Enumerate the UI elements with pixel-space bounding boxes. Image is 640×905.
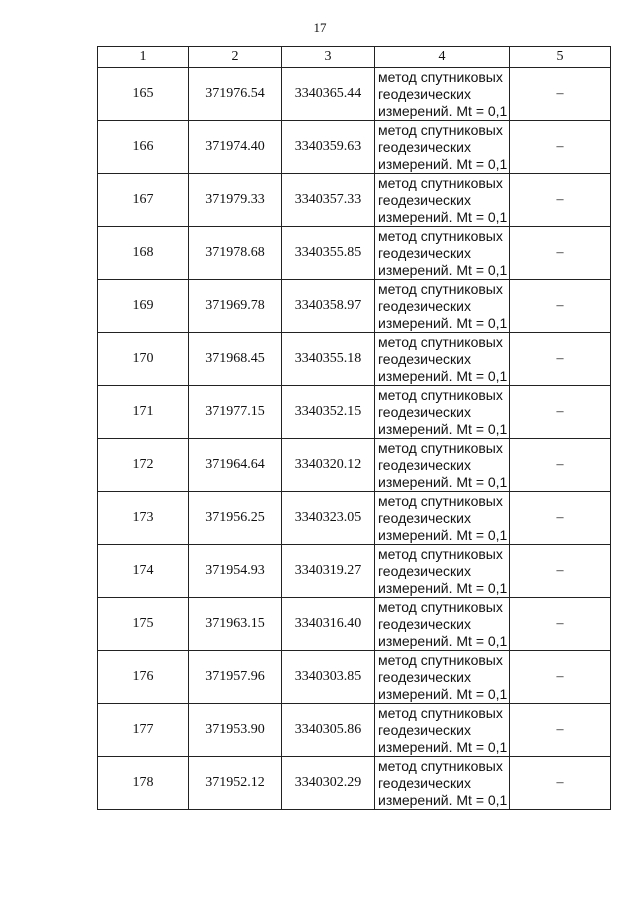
column-header-2: 2 [189,47,282,68]
point-number-cell: 167 [98,174,189,227]
point-number-cell: 175 [98,598,189,651]
y-coordinate-cell: 3340319.27 [282,545,375,598]
method-line: геодезических [378,721,471,738]
y-coordinate-cell: 3340355.18 [282,333,375,386]
method-line: измерений. Mt = 0,1 [378,526,508,543]
column-header-4: 4 [375,47,510,68]
method-cell [375,598,510,651]
table-row [98,121,611,174]
y-coordinate-cell: 3340365.44 [282,68,375,121]
method-line: метод спутниковых [378,386,503,403]
table-row [98,598,611,651]
method-line: геодезических [378,668,471,685]
point-number-cell: 176 [98,651,189,704]
method-line: метод спутниковых [378,545,503,562]
method-line: геодезических [378,244,471,261]
method-cell [375,333,510,386]
note-cell: – [510,68,611,121]
coordinates-table [97,46,611,810]
point-number-cell: 170 [98,333,189,386]
y-coordinate-cell: 3340323.05 [282,492,375,545]
x-coordinate-cell: 371968.45 [189,333,282,386]
x-coordinate-cell: 371964.64 [189,439,282,492]
method-line: измерений. Mt = 0,1 [378,685,508,702]
method-cell [375,492,510,545]
method-cell [375,227,510,280]
table-row [98,704,611,757]
note-cell: – [510,280,611,333]
method-line: геодезических [378,350,471,367]
x-coordinate-cell: 371979.33 [189,174,282,227]
method-line: измерений. Mt = 0,1 [378,420,508,437]
x-coordinate-cell: 371952.12 [189,757,282,810]
point-number-cell: 177 [98,704,189,757]
point-number-cell: 165 [98,68,189,121]
method-line: метод спутниковых [378,174,503,191]
x-coordinate-cell: 371963.15 [189,598,282,651]
method-line: метод спутниковых [378,598,503,615]
method-line: геодезических [378,774,471,791]
note-cell: – [510,492,611,545]
x-coordinate-cell: 371953.90 [189,704,282,757]
point-number-cell: 174 [98,545,189,598]
table-row [98,386,611,439]
method-line: метод спутниковых [378,121,503,138]
method-line: метод спутниковых [378,439,503,456]
header-row [98,47,611,68]
table-row [98,439,611,492]
page-number: 17 [313,20,327,35]
method-cell [375,121,510,174]
note-cell: – [510,545,611,598]
method-line: измерений. Mt = 0,1 [378,473,508,490]
method-line: измерений. Mt = 0,1 [378,102,508,119]
table-row [98,174,611,227]
method-line: измерений. Mt = 0,1 [378,579,508,596]
column-header-5: 5 [510,47,611,68]
column-header-3: 3 [282,47,375,68]
method-line: метод спутниковых [378,333,503,350]
table-row [98,333,611,386]
method-cell [375,439,510,492]
note-cell: – [510,121,611,174]
table-row [98,545,611,598]
note-cell: – [510,174,611,227]
method-line: метод спутниковых [378,280,503,297]
note-cell: – [510,333,611,386]
note-cell: – [510,227,611,280]
x-coordinate-cell: 371969.78 [189,280,282,333]
point-number-cell: 168 [98,227,189,280]
table-row [98,651,611,704]
column-header-1: 1 [98,47,189,68]
note-cell: – [510,651,611,704]
method-line: метод спутниковых [378,492,503,509]
y-coordinate-cell: 3340303.85 [282,651,375,704]
point-number-cell: 178 [98,757,189,810]
method-line: геодезических [378,615,471,632]
method-line: геодезических [378,138,471,155]
table-body [98,68,611,810]
method-cell [375,386,510,439]
method-line: метод спутниковых [378,68,503,85]
method-line: геодезических [378,562,471,579]
point-number-cell: 169 [98,280,189,333]
method-line: измерений. Mt = 0,1 [378,367,508,384]
y-coordinate-cell: 3340358.97 [282,280,375,333]
y-coordinate-cell: 3340316.40 [282,598,375,651]
y-coordinate-cell: 3340357.33 [282,174,375,227]
note-cell: – [510,704,611,757]
method-line: измерений. Mt = 0,1 [378,632,508,649]
table-row [98,68,611,121]
point-number-cell: 166 [98,121,189,174]
method-line: метод спутниковых [378,227,503,244]
y-coordinate-cell: 3340352.15 [282,386,375,439]
note-cell: – [510,439,611,492]
method-cell [375,757,510,810]
y-coordinate-cell: 3340302.29 [282,757,375,810]
x-coordinate-cell: 371957.96 [189,651,282,704]
method-line: геодезических [378,85,471,102]
note-cell: – [510,386,611,439]
method-line: измерений. Mt = 0,1 [378,208,508,225]
x-coordinate-cell: 371978.68 [189,227,282,280]
method-line: измерений. Mt = 0,1 [378,314,508,331]
point-number-cell: 172 [98,439,189,492]
method-cell [375,280,510,333]
method-line: измерений. Mt = 0,1 [378,261,508,278]
y-coordinate-cell: 3340320.12 [282,439,375,492]
x-coordinate-cell: 371974.40 [189,121,282,174]
method-line: метод спутниковых [378,651,503,668]
x-coordinate-cell: 371956.25 [189,492,282,545]
y-coordinate-cell: 3340305.86 [282,704,375,757]
point-number-cell: 173 [98,492,189,545]
method-cell [375,68,510,121]
x-coordinate-cell: 371954.93 [189,545,282,598]
table-row [98,227,611,280]
table-row [98,492,611,545]
method-line: геодезических [378,297,471,314]
table-row [98,757,611,810]
note-cell: – [510,757,611,810]
method-line: геодезических [378,456,471,473]
method-line: измерений. Mt = 0,1 [378,791,508,808]
method-line: метод спутниковых [378,757,503,774]
x-coordinate-cell: 371976.54 [189,68,282,121]
method-line: метод спутниковых [378,704,503,721]
point-number-cell: 171 [98,386,189,439]
y-coordinate-cell: 3340355.85 [282,227,375,280]
table-row [98,280,611,333]
method-cell [375,545,510,598]
method-cell [375,174,510,227]
x-coordinate-cell: 371977.15 [189,386,282,439]
method-line: геодезических [378,509,471,526]
method-line: измерений. Mt = 0,1 [378,738,508,755]
method-line: геодезических [378,191,471,208]
method-cell [375,704,510,757]
note-cell: – [510,598,611,651]
method-cell [375,651,510,704]
method-line: измерений. Mt = 0,1 [378,155,508,172]
y-coordinate-cell: 3340359.63 [282,121,375,174]
method-line: геодезических [378,403,471,420]
